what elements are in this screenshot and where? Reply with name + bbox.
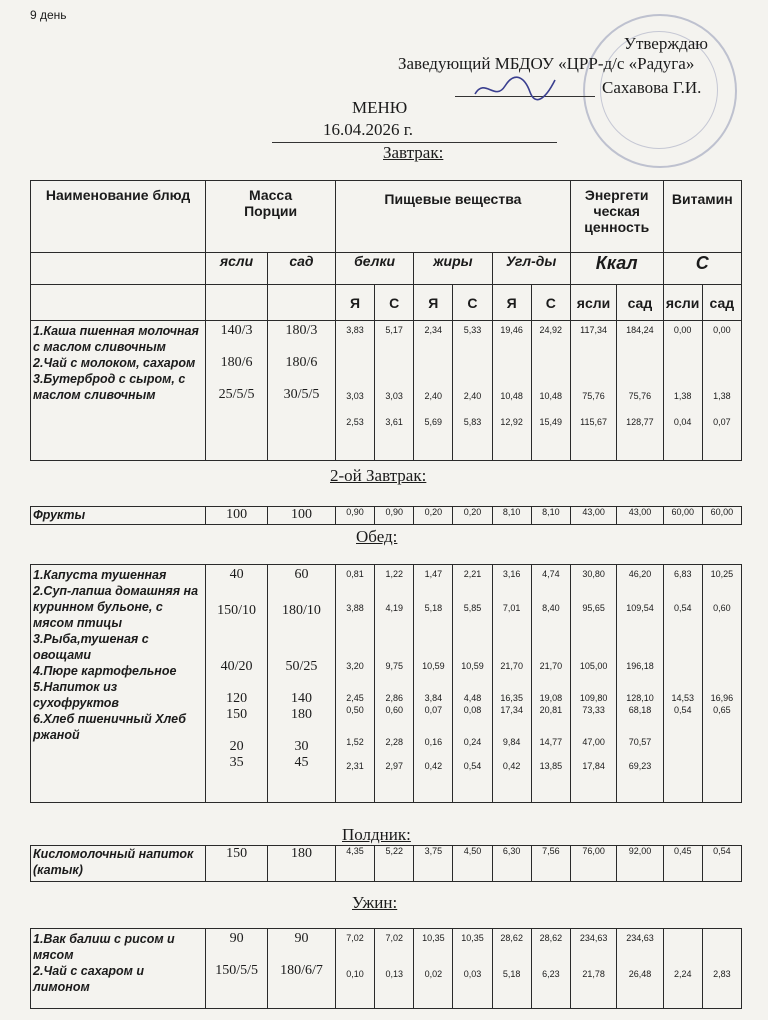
breakfast-mass-yasli: 140/3 180/6 25/5/5: [206, 321, 268, 461]
director-name: Сахавова Г.И.: [602, 78, 702, 97]
value-cell: 17,84: [582, 761, 605, 771]
value-cell: 0,20: [453, 507, 492, 525]
day-note: 9 день: [30, 8, 67, 22]
mass-value: 30: [294, 739, 309, 754]
value-cell: 60,00: [663, 507, 702, 525]
header-vitamin: Витамин: [663, 181, 741, 253]
value-column: [617, 321, 663, 461]
value-cell: 0,13: [385, 969, 403, 979]
dinner-dishes: 1.Вак балиш с рисом и мясом 2.Чай с сахаром и лимоном: [31, 929, 206, 1009]
header-vitamin-c: С: [663, 253, 741, 285]
dinner-mass-yasli: 90 150/5/5: [206, 929, 268, 1009]
sub-ya: Я: [335, 285, 374, 321]
dinner-table: [30, 928, 742, 1009]
header-nutrients: Пищевые вещества: [335, 181, 570, 253]
breakfast-label: Завтрак:: [383, 143, 444, 162]
value-cell: 14,53: [671, 693, 694, 703]
mass-value: 150/10: [217, 603, 257, 618]
breakfast-dishes: 1.Каша пшенная молочная с маслом сливочным 2.Чай с молоком, сахаром 3.Бутерброд с сыром, с маслом сливочным: [31, 321, 206, 461]
value-cell: 3,20: [346, 661, 364, 671]
value-cell: 6,83: [673, 569, 692, 579]
value-cell: 10,59: [422, 661, 445, 671]
snack-row: [31, 846, 742, 882]
mass-value: 50/25: [285, 659, 318, 674]
value-column: [492, 321, 531, 461]
value-cell: 75,76: [582, 391, 605, 401]
value-cell: 105,00: [579, 661, 608, 671]
value-cell: 2,31: [346, 761, 364, 771]
sub-yasli: ясли: [663, 285, 702, 321]
value-cell: 8,40: [542, 603, 560, 613]
value-cell: 0,16: [424, 737, 443, 747]
value-cell: 0,42: [502, 761, 521, 771]
value-cell: 5,18: [502, 969, 521, 979]
value-cell: 1,22: [385, 569, 403, 579]
value-cell: 2,34: [424, 325, 443, 335]
value-cell: 128,77: [626, 417, 654, 427]
value-cell: 76,00: [570, 846, 616, 882]
value-column: [414, 565, 453, 803]
value-cell: 21,70: [539, 661, 563, 671]
header-mass: Масса Порции: [206, 181, 336, 253]
value-cell: 9,75: [385, 661, 403, 671]
value-cell: 10,48: [539, 391, 563, 401]
value-cell: 19,46: [500, 325, 523, 335]
value-cell: 28,62: [539, 933, 563, 943]
value-cell: 10,48: [500, 391, 523, 401]
value-column: [335, 565, 374, 803]
sub-ya: Я: [414, 285, 453, 321]
value-cell: 0,54: [673, 705, 692, 715]
value-cell: 0,08: [463, 705, 482, 715]
value-cell: 5,17: [385, 325, 403, 335]
sub-sad: сад: [617, 285, 663, 321]
menu-title: МЕНЮ: [352, 98, 408, 117]
value-cell: 0,07: [713, 417, 731, 427]
value-cell: 4,50: [453, 846, 492, 882]
value-column: [617, 929, 663, 1009]
value-column: [663, 565, 702, 803]
value-cell: 196,18: [626, 661, 654, 671]
value-cell: 0,50: [346, 705, 364, 715]
value-cell: 1,52: [346, 737, 364, 747]
value-cell: 43,00: [617, 507, 663, 525]
value-column: [570, 565, 616, 803]
value-cell: 0,90: [375, 507, 414, 525]
second-breakfast-mass-sad: 100: [267, 507, 335, 525]
value-cell: 4,35: [335, 846, 374, 882]
mass-value: 120: [226, 691, 248, 706]
header-belki: белки: [335, 253, 413, 285]
value-cell: 21,70: [500, 661, 523, 671]
value-cell: 47,00: [582, 737, 605, 747]
value-cell: 0,04: [673, 417, 692, 427]
value-cell: 128,10: [626, 693, 654, 703]
value-cell: 0,03: [463, 969, 482, 979]
breakfast-row: [31, 321, 742, 461]
value-cell: 92,00: [617, 846, 663, 882]
value-cell: 2,97: [385, 761, 403, 771]
value-cell: 26,48: [628, 969, 652, 979]
mass-value: 45: [294, 755, 309, 770]
value-column: [663, 321, 702, 461]
mass-value: 40/20: [220, 659, 253, 674]
value-cell: 75,76: [628, 391, 652, 401]
header-yasli: ясли: [206, 253, 268, 285]
value-column: [663, 929, 702, 1009]
lunch-dishes: 1.Капуста тушенная 2.Суп-лапша домашняя на куринном бульоне, с мясом птицы 3.Рыба,тушеная с овощами 4.Пюре картофельное 5.Напиток из сухофруктов 6.Хлеб пшеничный Хлеб ржаной: [31, 565, 206, 803]
value-cell: 5,83: [463, 417, 482, 427]
value-cell: 0,45: [663, 846, 702, 882]
value-column: [414, 321, 453, 461]
signature-scribble: [470, 72, 560, 104]
value-cell: 20,81: [539, 705, 563, 715]
dinner-mass-sad: 90 180/6/7: [267, 929, 335, 1009]
value-cell: 10,35: [422, 933, 445, 943]
value-cell: 0,42: [424, 761, 443, 771]
value-cell: 2,21: [463, 569, 482, 579]
value-cell: 0,54: [673, 603, 692, 613]
snack-label: Полдник:: [342, 825, 411, 844]
value-cell: 4,19: [385, 603, 403, 613]
mass-value: 60: [294, 567, 309, 582]
value-cell: 60,00: [702, 507, 741, 525]
lunch-mass-yasli: [206, 565, 268, 803]
value-cell: 109,54: [626, 603, 654, 613]
value-cell: 3,03: [385, 391, 403, 401]
lunch-label: Обед:: [356, 527, 398, 546]
value-cell: 0,20: [414, 507, 453, 525]
value-cell: 234,63: [579, 933, 608, 943]
value-cell: 0,10: [346, 969, 364, 979]
value-cell: 2,86: [385, 693, 403, 703]
value-column: [570, 321, 616, 461]
value-cell: 1,38: [673, 391, 692, 401]
value-cell: 3,16: [502, 569, 521, 579]
value-cell: 8,10: [492, 507, 531, 525]
dinner-label: Ужин:: [352, 893, 398, 912]
value-cell: 6,30: [492, 846, 531, 882]
value-cell: 4,74: [542, 569, 560, 579]
lunch-row: [31, 565, 742, 803]
value-cell: 3,03: [346, 391, 364, 401]
sub-s: С: [531, 285, 570, 321]
value-cell: 7,56: [531, 846, 570, 882]
second-breakfast-row: [31, 507, 742, 525]
mass-value: 140: [290, 691, 312, 706]
value-cell: 0,54: [702, 846, 741, 882]
value-cell: 0,07: [424, 705, 443, 715]
value-cell: 1,47: [424, 569, 443, 579]
value-column: [531, 565, 570, 803]
menu-date: 16.04.2026 г.: [323, 120, 414, 139]
value-column: [531, 321, 570, 461]
value-cell: 69,23: [628, 761, 652, 771]
mass-value: 20: [229, 739, 244, 754]
mass-value: 180: [290, 707, 312, 722]
value-column: [617, 565, 663, 803]
value-column: [375, 321, 414, 461]
value-cell: 234,63: [626, 933, 654, 943]
snack-mass-sad: 180: [267, 846, 335, 882]
value-cell: 0,00: [713, 325, 731, 335]
value-column: [375, 565, 414, 803]
mass-value: 180/10: [282, 603, 321, 618]
value-cell: 0,90: [335, 507, 374, 525]
value-column: [570, 929, 616, 1009]
value-cell: 73,33: [582, 705, 605, 715]
value-cell: 15,49: [539, 417, 563, 427]
value-cell: 0,81: [346, 569, 364, 579]
value-cell: 6,23: [542, 969, 560, 979]
second-breakfast-mass-yasli: 100: [206, 507, 268, 525]
value-cell: 5,33: [463, 325, 482, 335]
value-cell: 28,62: [500, 933, 523, 943]
value-cell: 9,84: [502, 737, 521, 747]
value-cell: 0,60: [713, 603, 731, 613]
value-cell: 109,80: [579, 693, 608, 703]
value-cell: 3,83: [346, 325, 364, 335]
value-cell: 12,92: [500, 417, 523, 427]
value-column: [702, 929, 741, 1009]
mass-value: 150: [226, 707, 248, 722]
value-cell: 115,67: [580, 417, 607, 427]
value-cell: 3,75: [414, 846, 453, 882]
value-cell: 0,00: [673, 325, 692, 335]
value-column: [453, 929, 492, 1009]
value-cell: 5,69: [424, 417, 443, 427]
value-cell: 7,02: [385, 933, 403, 943]
dinner-row: [31, 929, 742, 1009]
value-cell: 4,48: [463, 693, 482, 703]
second-breakfast-table: [30, 506, 742, 525]
value-column: [702, 321, 741, 461]
value-cell: 8,10: [531, 507, 570, 525]
mass-value: 35: [229, 755, 244, 770]
value-cell: 184,24: [626, 325, 654, 335]
value-cell: 5,85: [463, 603, 482, 613]
value-cell: 5,18: [424, 603, 443, 613]
value-cell: 2,28: [385, 737, 403, 747]
value-cell: 2,53: [346, 417, 364, 427]
value-column: [492, 929, 531, 1009]
value-cell: 3,61: [385, 417, 403, 427]
sub-s: С: [453, 285, 492, 321]
value-cell: 2,24: [673, 969, 692, 979]
value-cell: 10,59: [461, 661, 484, 671]
value-cell: 68,18: [628, 705, 652, 715]
value-cell: 3,84: [424, 693, 443, 703]
sub-yasli: ясли: [570, 285, 616, 321]
menu-header-table: [30, 180, 742, 461]
value-cell: 95,65: [582, 603, 605, 613]
director-position: Заведующий МБДОУ «ЦРР-д/с «Радуга»: [398, 54, 695, 73]
header-dish: Наименование блюд: [31, 181, 206, 253]
value-cell: 0,65: [713, 705, 731, 715]
second-breakfast-label: 2-ой Завтрак:: [330, 466, 427, 485]
lunch-table: [30, 564, 742, 803]
value-cell: 7,01: [502, 603, 521, 613]
value-cell: 0,60: [385, 705, 403, 715]
header-sad: сад: [267, 253, 335, 285]
value-column: [453, 321, 492, 461]
value-cell: 16,96: [710, 693, 734, 703]
value-cell: 46,20: [628, 569, 652, 579]
value-cell: 19,08: [539, 693, 563, 703]
approve-label: Утверждаю: [623, 34, 708, 53]
value-cell: 13,85: [539, 761, 563, 771]
value-cell: 1,38: [713, 391, 731, 401]
value-cell: 14,77: [539, 737, 563, 747]
value-cell: 5,22: [375, 846, 414, 882]
value-cell: 2,45: [346, 693, 364, 703]
lunch-mass-sad: [267, 565, 335, 803]
value-cell: 10,35: [461, 933, 484, 943]
header-energy: Энергети ческая ценность: [570, 181, 663, 253]
header-zhiry: жиры: [414, 253, 492, 285]
value-cell: 2,83: [713, 969, 731, 979]
value-cell: 0,02: [424, 969, 443, 979]
value-column: [375, 929, 414, 1009]
value-cell: 17,34: [500, 705, 523, 715]
value-cell: 117,34: [580, 325, 607, 335]
value-column: [335, 929, 374, 1009]
value-cell: 2,40: [424, 391, 443, 401]
value-cell: 30,80: [582, 569, 605, 579]
value-cell: 10,25: [710, 569, 734, 579]
snack-table: [30, 845, 742, 882]
value-column: [335, 321, 374, 461]
header-carbs: Угл-ды: [492, 253, 570, 285]
mass-value: 40: [229, 567, 244, 582]
snack-mass-yasli: 150: [206, 846, 268, 882]
snack-dish: Кисломолочный напиток (катык): [31, 846, 206, 882]
value-cell: 21,78: [582, 969, 605, 979]
value-cell: 0,54: [463, 761, 482, 771]
sub-ya: Я: [492, 285, 531, 321]
value-cell: 24,92: [539, 325, 563, 335]
value-column: [531, 929, 570, 1009]
sub-sad: сад: [702, 285, 741, 321]
value-cell: 3,88: [346, 603, 364, 613]
value-column: [492, 565, 531, 803]
value-column: [414, 929, 453, 1009]
breakfast-mass-sad: 180/3 180/6 30/5/5: [267, 321, 335, 461]
sub-s: С: [375, 285, 414, 321]
value-column: [702, 565, 741, 803]
value-cell: 7,02: [346, 933, 364, 943]
value-column: [453, 565, 492, 803]
second-breakfast-dish: Фрукты: [31, 507, 206, 525]
value-cell: 70,57: [628, 737, 652, 747]
header-kcal: Ккал: [570, 253, 663, 285]
value-cell: 0,24: [463, 737, 482, 747]
value-cell: 16,35: [500, 693, 523, 703]
value-cell: 2,40: [463, 391, 482, 401]
value-cell: 43,00: [570, 507, 616, 525]
